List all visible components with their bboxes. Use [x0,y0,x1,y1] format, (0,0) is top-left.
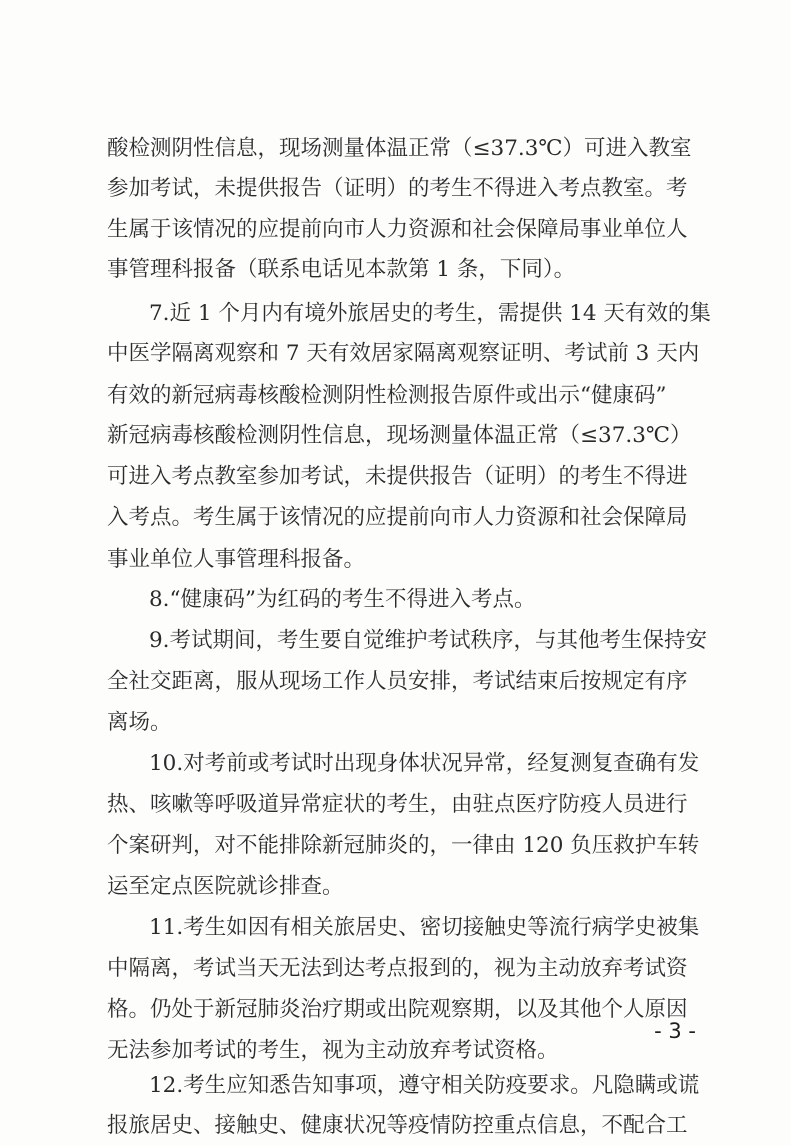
text-line: 新冠病毒核酸检测阴性信息，现场测量体温正常（≤37.3℃） [107,423,692,448]
page-number: - 3 - [654,1019,696,1043]
text-line: 事业单位人事管理科报备。 [107,547,366,572]
text-line: 无法参加考试的考生，视为主动放弃考试资格。 [107,1038,559,1063]
text-line: 格。仍处于新冠肺炎治疗期或出院观察期，以及其他个人原因 [107,997,688,1022]
text-line: 事管理科报备（联系电话见本款第 1 条，下同）。 [107,257,576,282]
text-line: 酸检测阴性信息，现场测量体温正常（≤37.3℃）可进入教室 [107,136,692,161]
text-line: 9.考试期间，考生要自觉维护考试秩序，与其他考生保持安 [149,628,708,653]
text-line: 中医学隔离观察和 7 天有效居家隔离观察证明、考试前 3 天内 [107,341,700,366]
text-line: 全社交距离，服从现场工作人员安排，考试结束后按规定有序 [107,669,688,694]
text-line: 中隔离，考试当天无法到达考点报到的，视为主动放弃考试资 [107,956,688,981]
text-line: 12.考生应知悉告知事项，遵守相关防疫要求。凡隐瞒或谎 [149,1073,700,1098]
text-line: 报旅居史、接触史、健康状况等疫情防控重点信息，不配合工 [107,1113,688,1138]
text-line: 热、咳嗽等呼吸道异常症状的考生，由驻点医疗防疫人员进行 [107,792,688,817]
text-line: 运至定点医院就诊排查。 [107,874,344,899]
text-line: 10.对考前或考试时出现身体状况异常，经复测复查确有发 [149,751,700,776]
text-line: 可进入考点教室参加考试，未提供报告（证明）的考生不得进 [107,464,688,489]
text-line: 7.近 1 个月内有境外旅居史的考生，需提供 14 天有效的集 [149,301,711,326]
text-line: 11.考生如因有相关旅居史、密切接触史等流行病学史被集 [149,915,700,940]
text-line: 参加考试，未提供报告（证明）的考生不得进入考点教室。考 [107,176,688,201]
text-line: 生属于该情况的应提前向市人力资源和社会保障局事业单位人 [107,217,688,242]
text-line: 个案研判，对不能排除新冠肺炎的，一律由 120 负压救护车转 [107,833,700,858]
text-line: 离场。 [107,710,172,735]
text-line: 8.“健康码”为红码的考生不得进入考点。 [149,587,536,612]
text-line: 有效的新冠病毒核酸检测阴性检测报告原件或出示“健康码” [107,383,667,408]
text-line: 入考点。考生属于该情况的应提前向市人力资源和社会保障局 [107,505,688,530]
